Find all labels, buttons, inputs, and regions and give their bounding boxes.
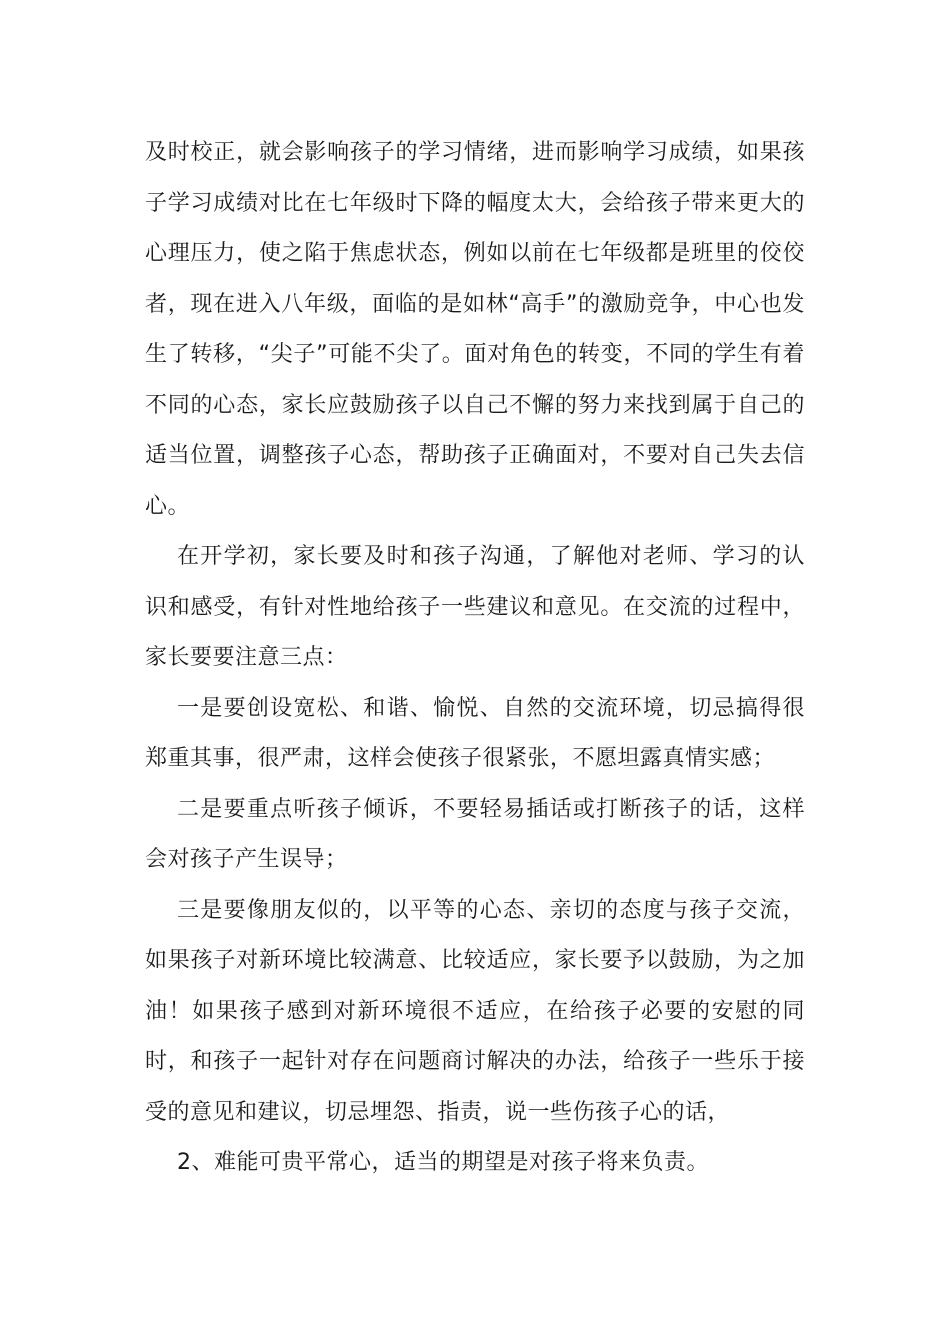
document-body	[145, 128, 805, 1189]
paragraph-point-three: 三是要像朋友似的，以平等的心态、亲切的态度与孩子交流，如果孩子对新环境比较满意、比较适应，家长要予以鼓励，为之加油！如果孩子感到对新环境很不适应，在给孩子必要的安慰的同时，和孩子一起针对存在问题商讨解决的办法，给孩子一些乐于接受的意见和建议，切忌埋怨、指责，说一些伤孩子心的话，	[145, 897, 805, 1125]
paragraph-point-two: 二是要重点听孩子倾诉，不要轻易插话或打断孩子的话，这样会对孩子产生误导；	[145, 796, 805, 872]
paragraph-point-one: 一是要创设宽松、和谐、愉悦、自然的交流环境，切忌搞得很郑重其事，很严肃，这样会使孩子很紧张，不愿坦露真情实感；	[145, 695, 805, 771]
paragraph-communication-intro: 在开学初，家长要及时和孩子沟通，了解他对老师、学习的认识和感受，有针对性地给孩子一些建议和意见。在交流的过程中，家长要要注意三点：	[145, 544, 805, 670]
section-heading-2: 2、难能可贵平常心，适当的期望是对孩子将来负责。	[177, 1150, 709, 1175]
paragraph-continuation: 及时校正，就会影响孩子的学习情绪，进而影响学习成绩，如果孩子学习成绩对比在七年级时下降的幅度太大，会给孩子带来更大的心理压力，使之陷于焦虑状态，例如以前在七年级都是班里的佼佼者，现在进入八年级，面临的是如林“高手”的激励竞争，中心也发生了转移，“尖子”可能不尖了。面对角色的转变，不同的学生有着不同的心态，家长应鼓励孩子以自己不懈的努力来找到属于自己的适当位置，调整孩子心态，帮助孩子正确面对，不要对自己失去信心。	[145, 140, 805, 519]
